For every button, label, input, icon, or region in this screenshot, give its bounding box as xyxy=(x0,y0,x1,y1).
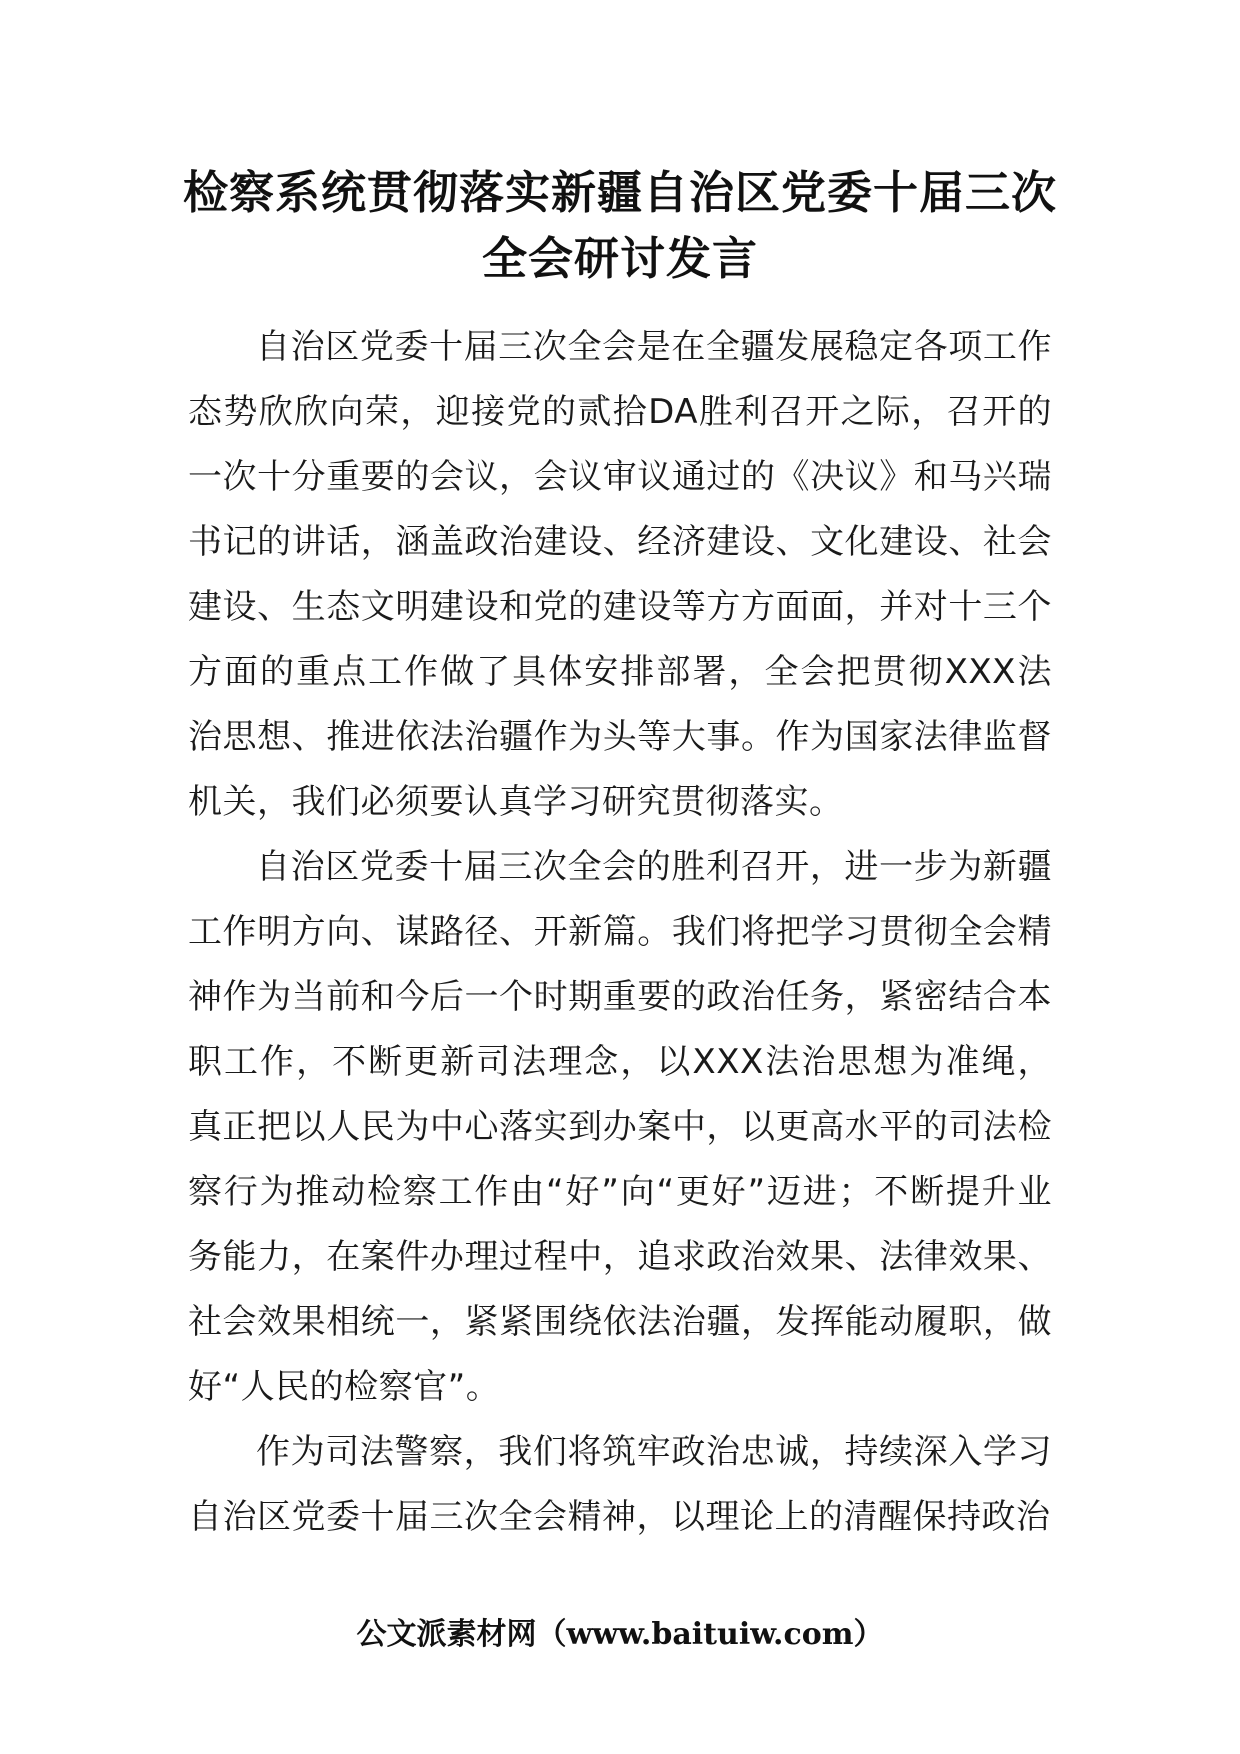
paragraph-1: 自治区党委十届三次全会是在全疆发展稳定各项工作态势欣欣向荣，迎接党的贰拾DA胜利召开之际，召开的一次十分重要的会议，会议审议通过的《决议》和马兴瑞书记的讲话，涵盖政治建设、经济建设、文化建设、社会建设、生态文明建设和党的建设等方方面面，并对十三个方面的重点工作做了具体安排部署，全会把贯彻XXX法治思想、推进依法治疆作为头等大事。作为国家法律监督机关，我们必须要认真学习研究贯彻落实。 xyxy=(188,327,1052,822)
document-body xyxy=(188,315,1052,1550)
paragraph-3: 作为司法警察，我们将筑牢政治忠诚，持续深入学习自治区党委十届三次全会精神，以理论上的清醒保持政治 xyxy=(188,1432,1052,1537)
document-title: 检察系统贯彻落实新疆自治区党委十届三次全会研讨发言 xyxy=(182,166,1057,285)
footer-watermark: 公文派素材网（www.baituiw.com） xyxy=(356,1617,884,1652)
paragraph-2: 自治区党委十届三次全会的胜利召开，进一步为新疆工作明方向、谋路径、开新篇。我们将把学习贯彻全会精神作为当前和今后一个时期重要的政治任务，紧密结合本职工作，不断更新司法理念，以XXX法治思想为准绳，真正把以人民为中心落实到办案中，以更高水平的司法检察行为推动检察工作由“好”向“更好”迈进；不断提升业务能力，在案件办理过程中，追求政治效果、法律效果、社会效果相统一，紧紧围绕依法治疆，发挥能动履职，做好“人民的检察官”。 xyxy=(188,847,1052,1407)
